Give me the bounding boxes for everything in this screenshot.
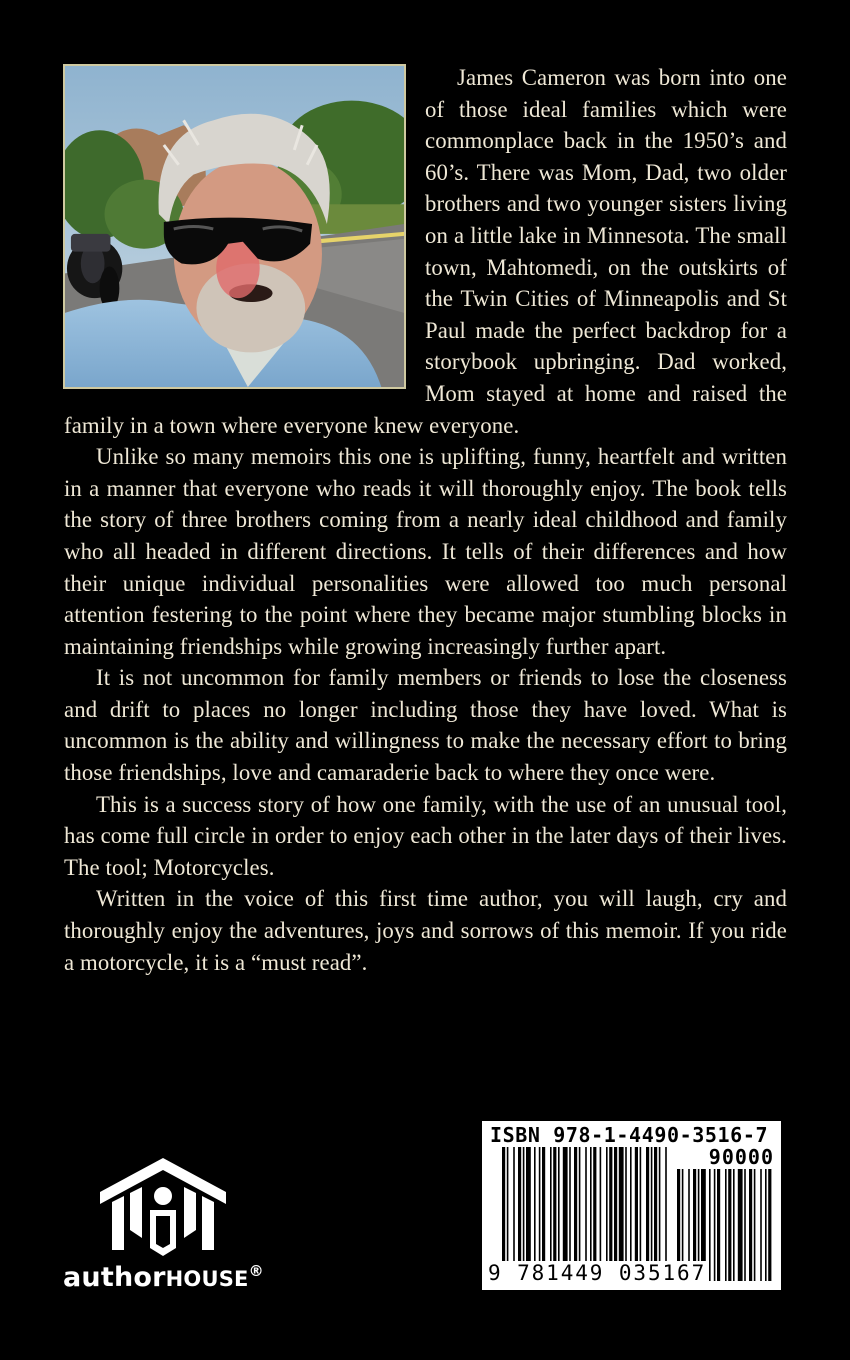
barcode-bar — [714, 1169, 716, 1281]
publisher-name-part1: author — [63, 1262, 166, 1293]
barcode-bar — [754, 1169, 756, 1281]
photo-spacer — [64, 62, 425, 398]
barcode-bar — [725, 1169, 727, 1281]
price-code: 90000 — [708, 1145, 774, 1169]
publisher-name — [63, 1262, 264, 1293]
back-cover-blurb — [64, 62, 787, 978]
blurb-paragraph-4: This is a success story of how one family, with the use of an unusual tool, has come full circle in order to enjoy each other in the later days of their lives. The tool; Motorcycles. — [64, 791, 787, 880]
barcode-bar — [744, 1169, 746, 1281]
barcode-bar — [760, 1169, 762, 1281]
blurb-paragraph-5: Written in the voice of this first time author, you will laugh, cry and thoroughly enjoy the adventures, joys and sorrows of this memoir. If you ride a motorcycle, it is a “must read”. — [64, 886, 787, 975]
barcode-bar — [738, 1169, 743, 1281]
barcode-bar — [749, 1169, 752, 1281]
barcode-bar — [733, 1169, 735, 1281]
barcode-bar — [717, 1169, 720, 1281]
barcode-bar — [709, 1169, 711, 1281]
blurb-paragraph-1: James Cameron was born into one of those ideal families which were commonplace back in the 1950’s and 60’s. There was Mom, Dad, two older brothers and two younger sisters living on a little lake in Minnesota. The small town, Mahtomedi, on the outskirts of the Twin Cities of Minneapolis and St Paul made the perfect backdrop for a storybook upbringing. Dad worked, Mom stayed at home and raised the family in a town where everyone knew everyone. — [64, 65, 787, 438]
blurb-paragraph-3: It is not uncommon for family members or friends to lose the closeness and drift to places no longer including those they have loved. What is uncommon is the ability and willingness to make the necessary effort to bring those friendships, love and camaraderie back to where they once were. — [64, 665, 787, 786]
publisher-house-icon — [100, 1158, 226, 1256]
barcode-bar — [768, 1169, 771, 1281]
registered-mark: ® — [248, 1262, 264, 1280]
blurb-paragraph-2: Unlike so many memoirs this one is uplifting, funny, heartfelt and written in a manner that everyone who reads it will thoroughly enjoy. The book tells the story of three brothers coming from a nearly ideal childhood and family who all headed in different directions. It tells of their differences and how their unique individual personalities were allowed too much personal attention festering to the point where they became major stumbling blocks in maintaining friendships while growing increasingly further apart. — [64, 444, 787, 659]
publisher-logo — [60, 1158, 290, 1308]
isbn-barcode — [482, 1121, 781, 1290]
barcode-bar — [728, 1169, 731, 1281]
publisher-name-part2: HOUSE — [165, 1267, 249, 1291]
isbn-number: ISBN 978-1-4490-3516-7 — [490, 1123, 769, 1147]
barcode-bar — [765, 1169, 767, 1281]
ean-digits: 9 781449 035167 — [488, 1261, 707, 1285]
